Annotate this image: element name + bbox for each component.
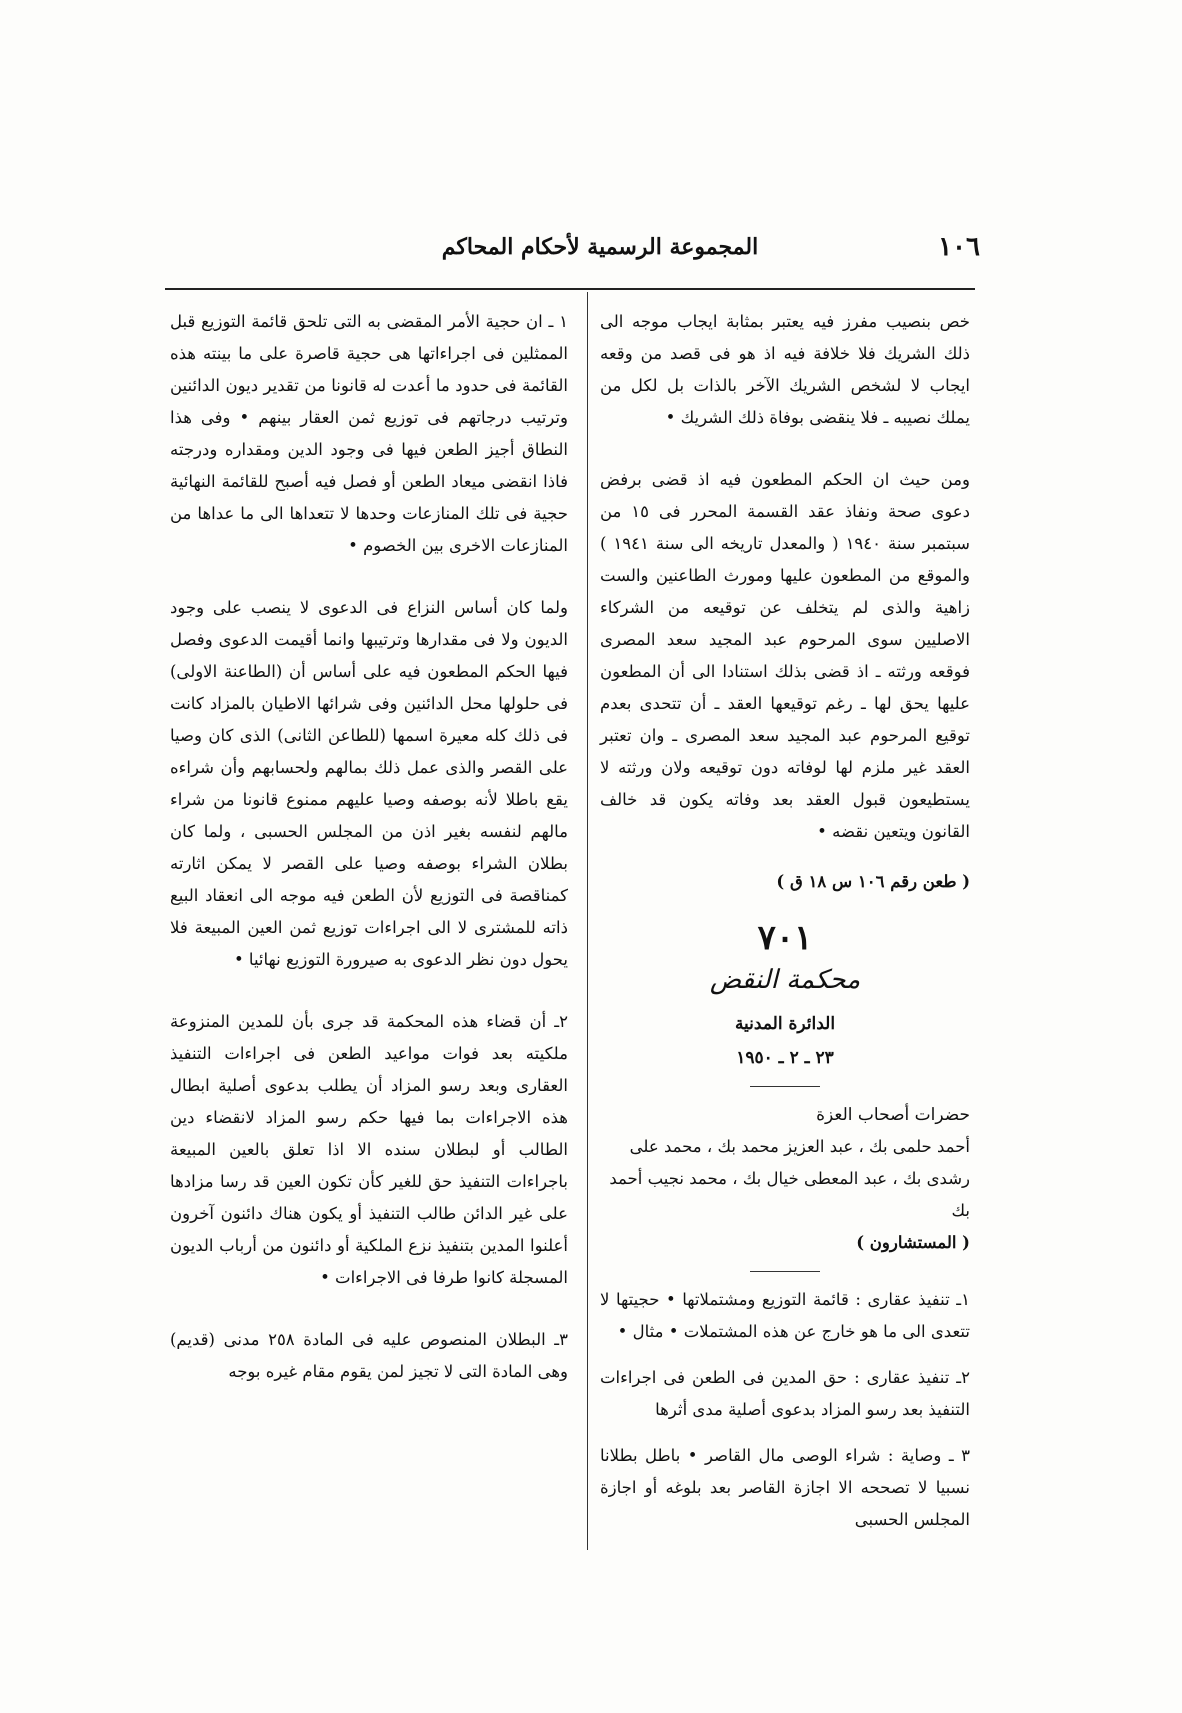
principle-1-paragraph: ١ ـ ان حجية الأمر المقضى به التى تلحق قائمة التوزيع قبل الممثلين فى اجراءاتها هى حجية قاصرة على ما بينته هذه القائمة فى حدود ما أعدت له قانونا من تقدير ديون الدائنين وترتيب درجاتهم فى توزيع ثمن العقار بينهم • وفى هذا النطاق أجيز الطعن فيها فى وجود الدين ومقداره ودرجته فاذا انقضى ميعاد الطعن أو فصل فيه أصبح للقائمة النهائية حجية فى تلك المنازعات وحدها لا تتعداها الى ما عداها من المنازعات الاخرى بين الخصوم • bbox=[170, 312, 568, 555]
ruling-paragraph: ومن حيث ان الحكم المطعون فيه اذ قضى برفض دعوى صحة ونفاذ عقد القسمة المحرر فى ١٥ من سبتمبر سنة ١٩٤٠ ( والمعدل تاريخه الى سنة ١٩٤١ ) والموقع من المطعون عليها ومورث الطاعنين والست زاهية والذى لم يتخلف عن توقيعه من الشركاء الاصليين سوى المرحوم عبد المجيد سعد المصرى فوقعه ورثته ـ اذ قضى بذلك استنادا الى أن المطعون عليها يحق لها ـ رغم توقيعها العقد ـ أن تتحدى بعدم توقيع المرحوم عبد المجيد سعد المصرى ـ وان تعتبر العقد غير ملزم لها لوفاته دون توقيعه ولان ورثته لا يستطيعون قبول العقد بعد وفاته يكون قد خالف القانون ويتعين نقضه • bbox=[600, 470, 971, 841]
journal-title: المجموعة الرسمية لأحكام المحاكم bbox=[441, 234, 759, 260]
decision-date: ٢٣ ـ ٢ ـ ١٩٥٠ bbox=[736, 1048, 834, 1068]
decision-header bbox=[600, 916, 970, 1087]
section-divider bbox=[750, 1086, 820, 1087]
left-column bbox=[170, 306, 568, 1406]
headnote-3: ٣ ـ وصاية : شراء الوصى مال القاصر • باطل بطلانا نسبيا لا تصححه الا اجازة القاصر بعد بلوغه أو اجازة المجلس الحسبى bbox=[600, 1446, 970, 1529]
court-name: محكمة النقض bbox=[709, 965, 861, 995]
page-header bbox=[160, 232, 980, 272]
section-divider bbox=[750, 1271, 820, 1272]
decision-number: ٧٠١ bbox=[757, 918, 813, 958]
header-rule bbox=[165, 288, 975, 290]
judges-names: أحمد حلمى بك ، عبد العزيز محمد بك ، محمد على رشدى بك ، عبد المعطى خيال بك ، محمد نجيب أحمد بك bbox=[609, 1137, 970, 1220]
judges-label: حضرات أصحاب العزة bbox=[816, 1105, 970, 1125]
case-reference: ( طعن رقم ١٠٦ س ١٨ ق ) bbox=[776, 872, 970, 891]
principle-1-detail: ولما كان أساس النزاع فى الدعوى لا ينصب على وجود الديون ولا فى مقدارها وترتيبها وانما أقيمت الدعوى وفصل فيها الحكم المطعون فيه على أساس أن (الطاعنة الاولى) فى حلولها محل الدائنين وفى شرائها الاطيان بالمزاد كانت فى ذلك كله معيرة اسمها (للطاعن الثانى) الذى كان وصيا على القصر والذى عمل ذلك بمالهم ولحسابهم وأن شراءه يقع باطلا لأنه بوصفه وصيا عليهم ممنوع قانونا من شراء مالهم لنفسه بغير اذن من المجلس الحسبى ، ولما كان بطلان الشراء بوصفه وصيا على القصر لا يمكن اثارته كمناقصة فى التوزيع لأن الطعن فيه موجه الى انعقاد البيع ذاته للمشترى لا الى اجراءات توزيع ثمن العين المبيعة فلا يحول دون نظر الدعوى به صيرورة التوزيع نهائيا • bbox=[170, 598, 568, 969]
principle-3-paragraph: ٣ـ البطلان المنصوص عليه فى المادة ٢٥٨ مدنى (قديم) وهى المادة التى لا تجيز لمن يقوم مقام غيره بوجه bbox=[170, 1330, 568, 1381]
right-column bbox=[600, 306, 970, 1550]
court-circuit: الدائرة المدنية bbox=[734, 1014, 836, 1034]
headnote-2: ٢ـ تنفيذ عقارى : حق المدين فى الطعن فى اجراءات التنفيذ بعد رسو المزاد بدعوى أصلية مدى أثرها bbox=[600, 1368, 970, 1419]
column-divider bbox=[587, 292, 588, 1550]
principle-2-paragraph: ٢ـ أن قضاء هذه المحكمة قد جرى بأن للمدين المنزوعة ملكيته بعد فوات مواعيد الطعن فى اجراءات التنفيذ العقارى وبعد رسو المزاد أن يطلب بدعوى أصلية ابطال هذه الاجراءات بما فيها حكم رسو المزاد لانقضاء دين الطالب أو لبطلان سنده الا اذا تعلق بالعين المبيعة باجراءات التنفيذ حق للغير كأن تكون العين قد رسا مزادها على غير الدائن طالب التنفيذ أو يكون هناك دائنون آخرون أعلنوا المدين بتنفيذ نزع الملكية أو دائنون من أرباب الديون المسجلة كانوا طرفا فى الاجراءات • bbox=[170, 1012, 568, 1287]
headnote-1: ١ـ تنفيذ عقارى : قائمة التوزيع ومشتملاتها • حجيتها لا تتعدى الى ما هو خارج عن هذه المشتملات • مثال • bbox=[600, 1290, 970, 1341]
judges-role: ( المستشارون ) bbox=[856, 1233, 970, 1252]
judges-block bbox=[600, 1099, 970, 1259]
page-number: ١٠٦ bbox=[938, 232, 980, 262]
intro-paragraph: خص بنصيب مفرز فيه يعتبر بمثابة ايجاب موجه الى ذلك الشريك فلا خلافة فيه اذ هو فى قصد من وقعه ايجاب لا لشخص الشريك الآخر بالذات بل لكل من يملك نصيبه ـ فلا ينقضى بوفاة ذلك الشريك • bbox=[600, 312, 970, 427]
